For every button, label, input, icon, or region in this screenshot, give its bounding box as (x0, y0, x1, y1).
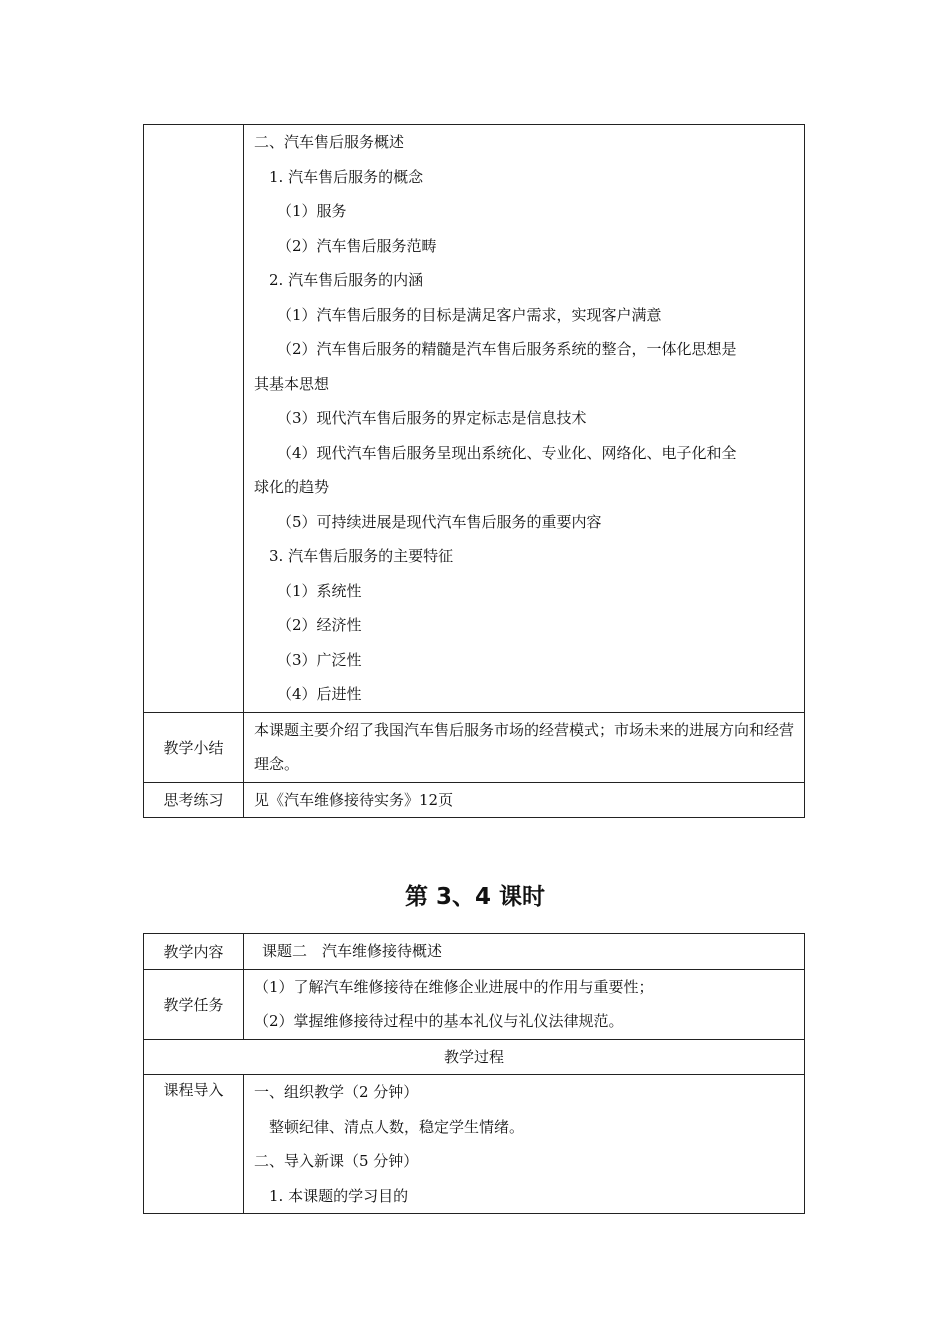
task-line: （2）掌握维修接待过程中的基本礼仪与礼仪法律规范。 (254, 1012, 624, 1030)
content-line: 二、汽车售后服务概述 (254, 133, 405, 151)
summary-label: 教学小结 (144, 712, 244, 782)
content-line: （5）可持续进展是现代汽车售后服务的重要内容 (277, 512, 602, 531)
intro-label-cell (144, 1075, 244, 1214)
content-cell (244, 934, 805, 970)
process-header-text: 教学过程 (443, 1047, 504, 1066)
content-label: 教学内容 (144, 934, 244, 970)
content-line: （3）现代汽车售后服务的界定标志是信息技术 (277, 409, 587, 427)
content-line: （2）经济性 (277, 616, 362, 634)
intro-cell (244, 1075, 805, 1214)
process-header (144, 1039, 805, 1075)
task-cell (244, 969, 805, 1039)
summary-cell (244, 712, 805, 782)
section-heading: 第 3、4 课时 (404, 884, 546, 910)
content-line: 1. 汽车售后服务的概念 (269, 167, 424, 186)
table-row (144, 712, 805, 782)
content-line: 球化的趋势 (254, 478, 330, 496)
table-row (144, 1039, 805, 1075)
task-line: （1）了解汽车维修接待在维修企业进展中的作用与重要性； (254, 977, 654, 996)
table-row (144, 782, 805, 818)
empty-label-cell (144, 125, 244, 713)
table-row (144, 934, 805, 970)
lesson-table-2 (143, 933, 805, 1214)
intro-line: 1. 本课题的学习目的 (269, 1186, 409, 1205)
content-line: （1）汽车售后服务的目标是满足客户需求，实现客户满意 (277, 305, 662, 324)
task-label: 教学任务 (144, 969, 244, 1039)
table-row (144, 969, 805, 1039)
exercise-cell (244, 782, 805, 818)
table-row (144, 1075, 805, 1214)
summary-text: 本课题主要介绍了我国汽车售后服务市场的经营模式；市场未来的进展方向和经营理念。 (254, 720, 795, 773)
exercise-label: 思考练习 (144, 782, 244, 818)
content-line: （1）服务 (277, 202, 347, 220)
content-line: （2）汽车售后服务的精髓是汽车售后服务系统的整合，一体化思想是 (277, 340, 737, 358)
content-line: 其基本思想 (254, 374, 330, 393)
content-cell (244, 125, 805, 713)
content-line: （1）系统性 (277, 581, 362, 600)
exercise-text: 见《汽车维修接待实务》12页 (254, 790, 454, 809)
table-row (144, 125, 805, 713)
intro-line: 整顿纪律、清点人数，稳定学生情绪。 (269, 1117, 525, 1136)
intro-label: 课程导入 (163, 1081, 224, 1099)
content-line: （4）现代汽车售后服务呈现出系统化、专业化、网络化、电子化和全 (277, 443, 737, 462)
content-line: 2. 汽车售后服务的内涵 (269, 271, 424, 289)
intro-line: 二、导入新课（5 分钟） (254, 1152, 419, 1170)
content-line: 3. 汽车售后服务的主要特征 (269, 547, 454, 565)
content-text: 课题二 汽车维修接待概述 (262, 942, 443, 960)
lesson-table-1 (143, 124, 805, 818)
content-line: （2）汽车售后服务范畴 (277, 236, 437, 255)
content-line: （4）后进性 (277, 685, 362, 703)
intro-line: 一、组织教学（2 分钟） (254, 1083, 419, 1101)
content-line: （3）广泛性 (277, 650, 362, 669)
